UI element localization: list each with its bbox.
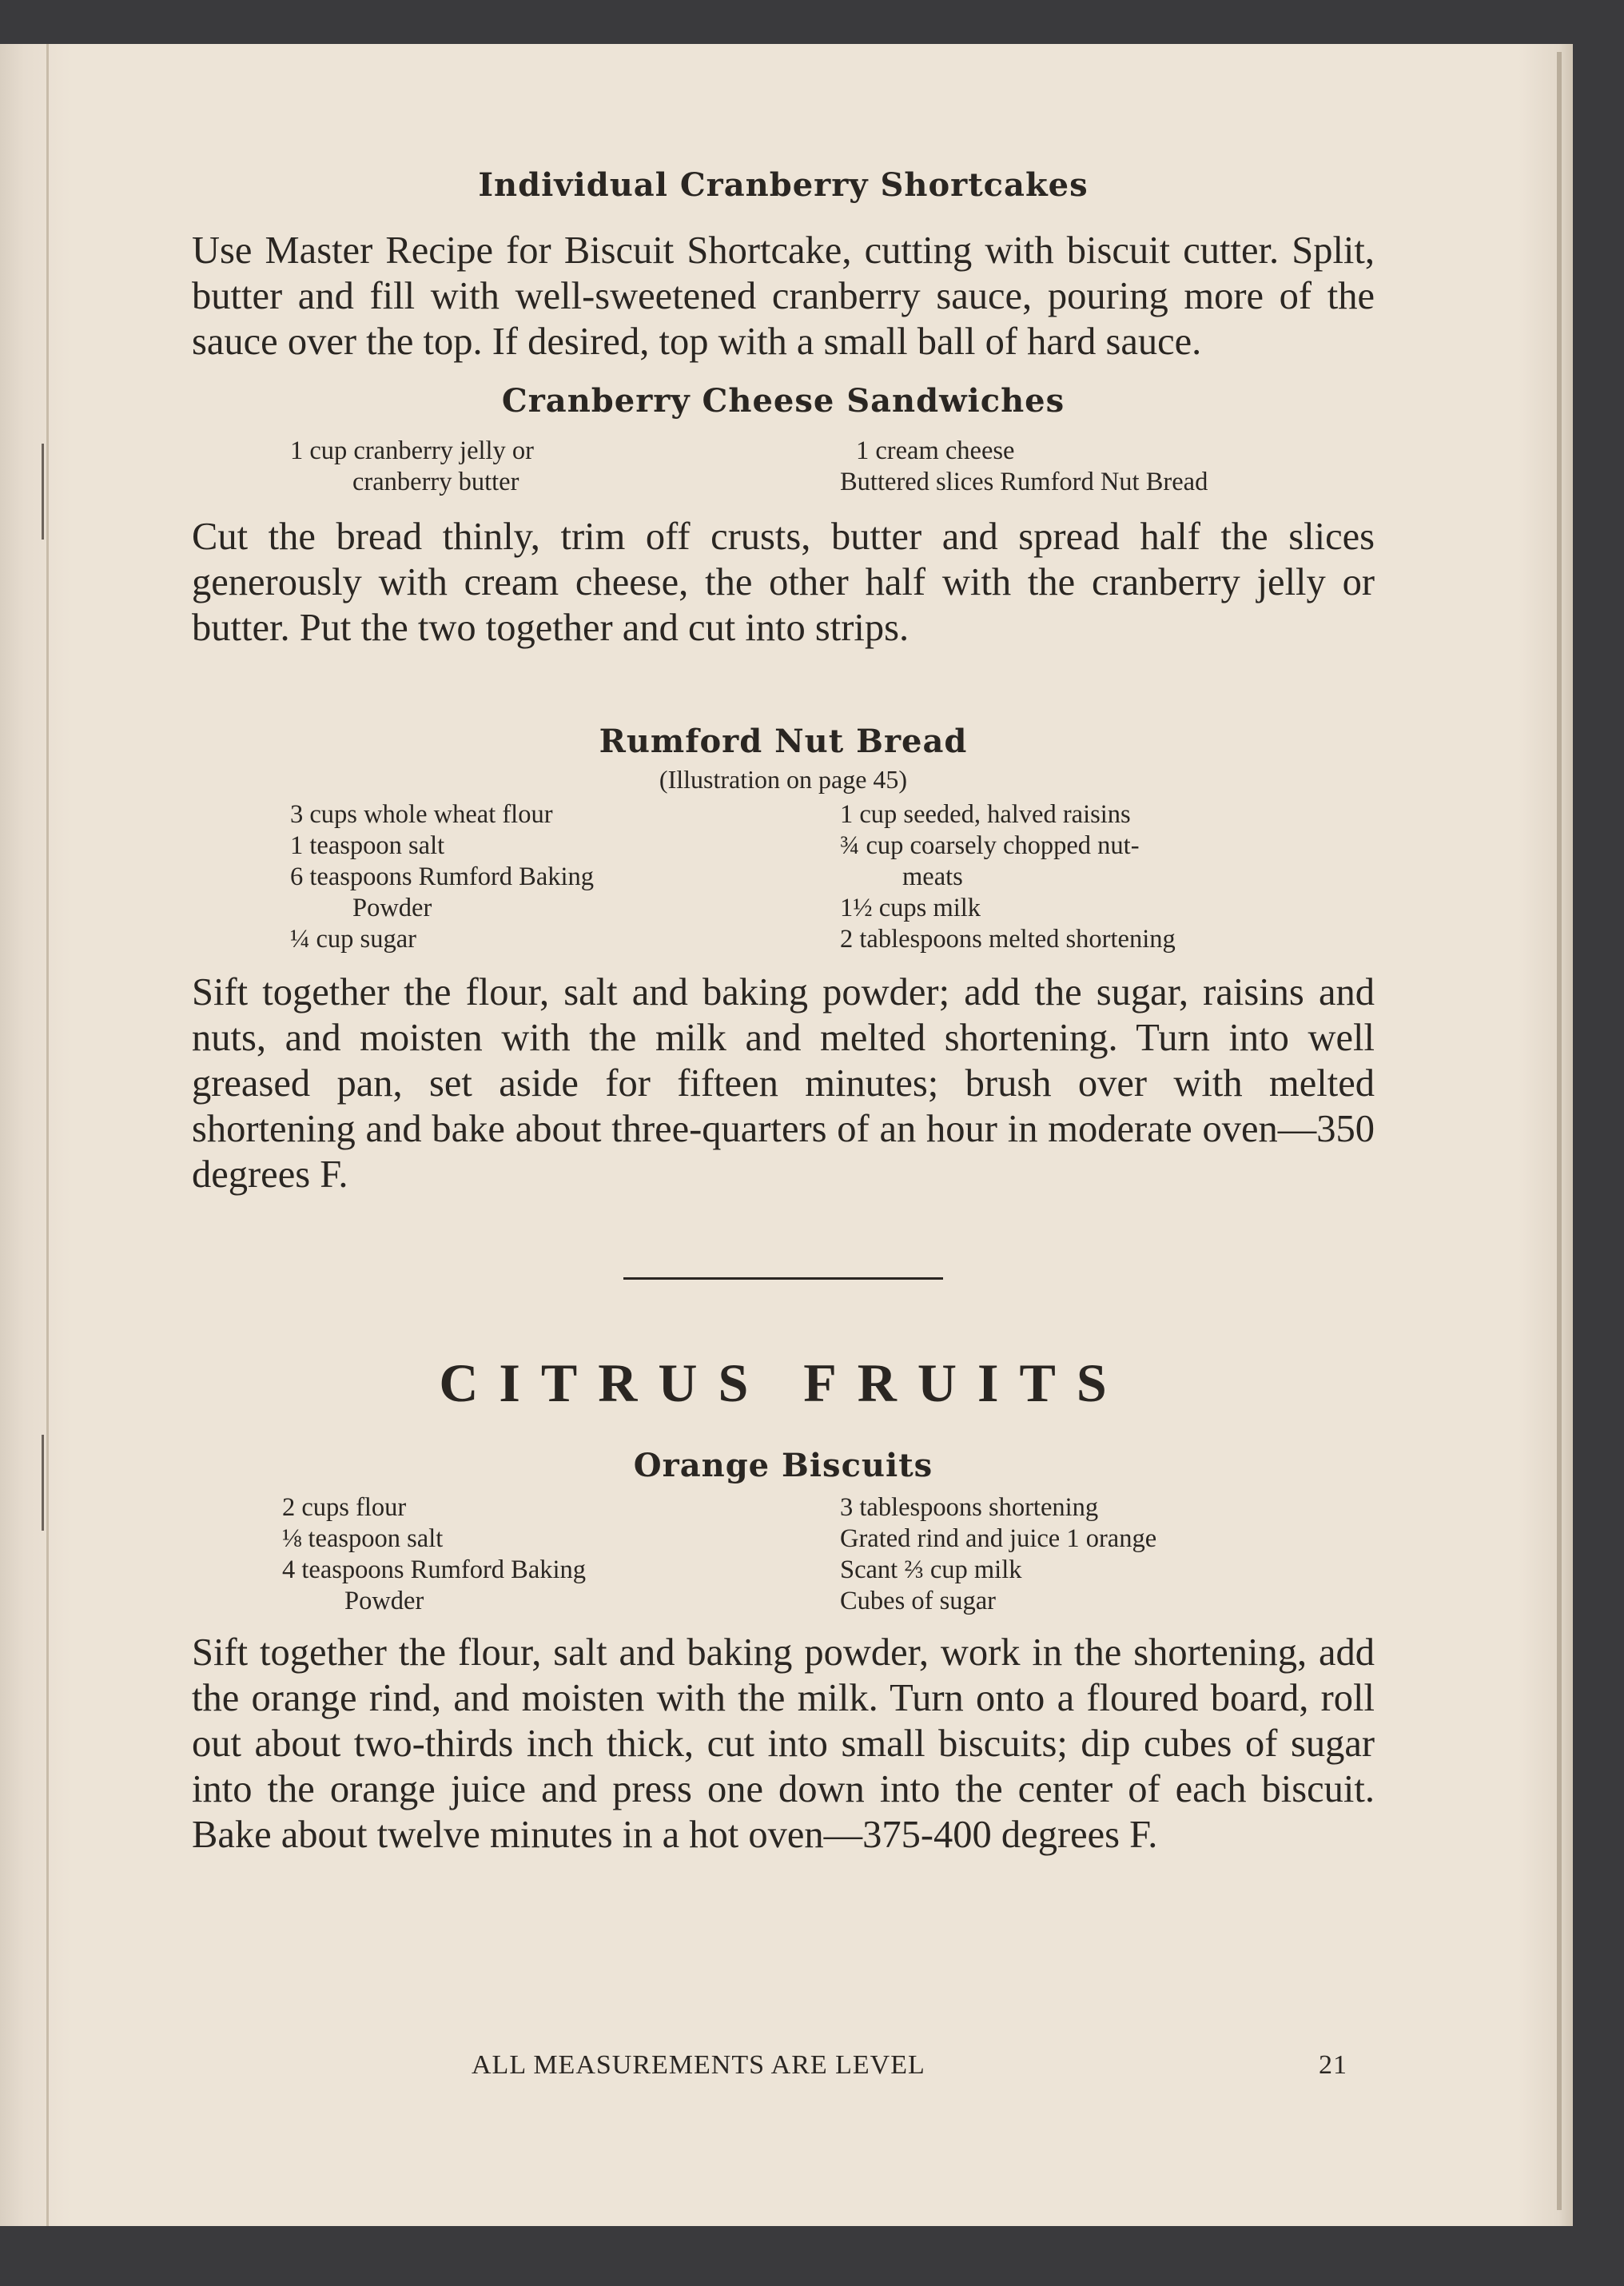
ingredient-item: 4 teaspoons Rumford Baking bbox=[282, 1555, 587, 1584]
ingredients-rumford-nut-bread bbox=[192, 799, 1375, 955]
recipe-body-orange-biscuits: Sift together the flour, salt and baking powder, work in the shortening, add the orange rind, and moisten with the milk. Turn onto a floured board, roll out about two-thirds inch thick, cut into small biscuits; dip cubes of sugar into the orange juice and press one down into the center of each biscuit. Bake about twelve minutes in a hot oven—375-400 degrees F. bbox=[192, 1631, 1375, 1856]
page-number: 21 bbox=[1319, 2050, 1347, 2080]
ingredient-item: Scant ⅔ cup milk bbox=[840, 1555, 1022, 1584]
ingredient-item: Cubes of sugar bbox=[840, 1587, 996, 1615]
recipe-title-orange-biscuits: Orange Biscuits bbox=[633, 1447, 933, 1484]
recipe-title-rumford-nut-bread: Rumford Nut Bread bbox=[599, 723, 968, 760]
staple-top bbox=[42, 444, 55, 540]
ingredient-item: 2 tablespoons melted shortening bbox=[840, 925, 1176, 954]
recipe-title-cranberry-cheese-sandwiches: Cranberry Cheese Sandwiches bbox=[501, 382, 1065, 420]
recipe-body-rumford-nut-bread: Sift together the flour, salt and baking powder; add the sugar, raisins and nuts, and moisten with the milk and melted shortening. Turn into well greased pan, set aside for fifteen minutes; brush over with melted shortening and bake about three-quarters of an hour in moderate oven—350 degrees F. bbox=[192, 971, 1375, 1196]
ingredient-item: Powder bbox=[344, 1587, 424, 1615]
ingredient-item: ¾ cup coarsely chopped nut- bbox=[840, 831, 1140, 860]
ingredients-left-column bbox=[192, 1492, 840, 1617]
ingredient-item: ¼ cup sugar bbox=[290, 925, 416, 954]
recipe-body-cranberry-cheese-sandwiches: Cut the bread thinly, trim off crusts, butter and spread half the slices generously with cream cheese, the other half with the cranberry jelly or butter. Put the two together and cut into strips. bbox=[192, 516, 1375, 649]
section-title: CITRUS FRUITS bbox=[439, 1352, 1128, 1413]
recipe-body-cranberry-shortcakes: Use Master Recipe for Biscuit Shortcake, cutting with biscuit cutter. Split, butter and fill with well-sweetened cranberry sauce, pouring more of the sauce over the top. If desired, top with a small ball of hard sauce. bbox=[192, 229, 1375, 363]
ingredient-item: Buttered slices Rumford Nut Bread bbox=[840, 468, 1208, 496]
ingredients-left-column bbox=[192, 436, 840, 498]
ingredients-right-column bbox=[840, 1492, 1156, 1617]
ingredient-item: meats bbox=[902, 862, 963, 891]
ingredient-item: 1 cup cranberry jelly or bbox=[290, 436, 535, 465]
ingredient-item: 1½ cups milk bbox=[840, 894, 981, 922]
ingredient-item: Powder bbox=[352, 894, 432, 922]
ingredient-item: 2 cups flour bbox=[282, 1493, 407, 1522]
page-right-edge bbox=[1557, 52, 1562, 2210]
ingredient-item: Grated rind and juice 1 orange bbox=[840, 1524, 1157, 1553]
ingredient-item: ⅛ teaspoon salt bbox=[282, 1524, 444, 1553]
footer-note: ALL MEASUREMENTS ARE LEVEL bbox=[472, 2050, 925, 2080]
ingredient-item: 6 teaspoons Rumford Baking bbox=[290, 862, 595, 891]
ingredient-item: 1 cup seeded, halved raisins bbox=[840, 800, 1131, 829]
ingredient-item: 1 teaspoon salt bbox=[290, 831, 445, 860]
recipe-title-cranberry-shortcakes: Individual Cranberry Shortcakes bbox=[478, 166, 1089, 204]
ingredients-right-column bbox=[840, 436, 1208, 498]
ingredients-right-column bbox=[840, 799, 1176, 955]
page-content bbox=[192, 160, 1375, 1858]
ingredient-item: 3 cups whole wheat flour bbox=[290, 800, 553, 829]
ingredient-item: cranberry butter bbox=[352, 468, 519, 496]
ingredients-cranberry-cheese-sandwiches bbox=[192, 436, 1375, 498]
section-divider bbox=[623, 1277, 943, 1280]
binding-edge bbox=[46, 44, 49, 2226]
ingredients-orange-biscuits bbox=[192, 1492, 1375, 1617]
ingredient-item: 1 cream cheese bbox=[856, 436, 1015, 465]
ingredients-left-column bbox=[192, 799, 840, 955]
ingredient-item: 3 tablespoons shortening bbox=[840, 1493, 1099, 1522]
recipe-subtitle-rumford-nut-bread: (Illustration on page 45) bbox=[659, 765, 908, 794]
staple-bottom bbox=[42, 1435, 55, 1531]
